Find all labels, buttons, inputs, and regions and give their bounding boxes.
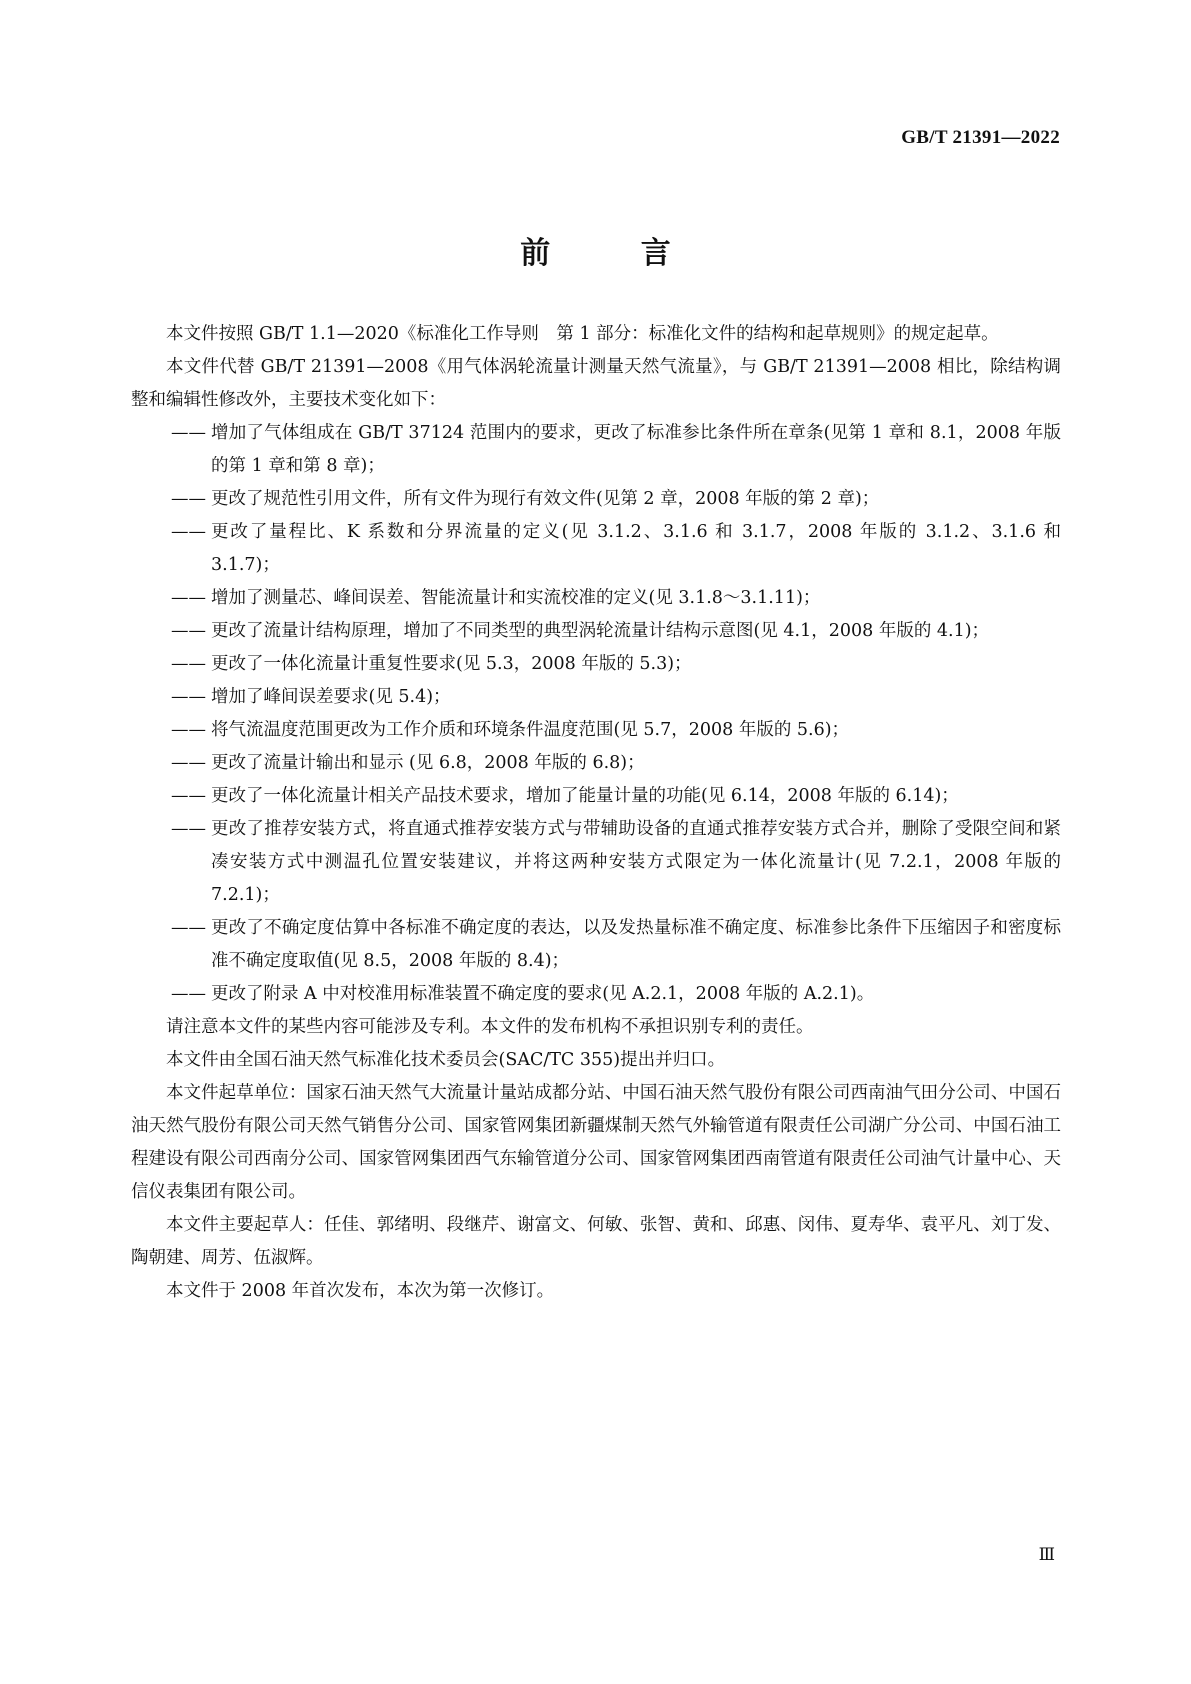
- dash-marker: ——: [171, 423, 206, 443]
- page-title: 前 言: [520, 236, 711, 271]
- dash-marker: ——: [171, 621, 206, 641]
- standard-code: GB/T 21391—2022: [901, 127, 1060, 148]
- list-item: [131, 747, 1061, 780]
- intro-paragraph-replacement: 本文件代替 GB/T 21391—2008《用气体涡轮流量计测量天然气流量》，与 GB/T 21391—2008 相比，除结构调整和编辑性修改外，主要技术变化如下：: [131, 357, 1061, 410]
- patent-notice: 请注意本文件的某些内容可能涉及专利。本文件的发布机构不承担识别专利的责任。: [166, 1017, 814, 1037]
- dash-marker: ——: [171, 489, 206, 509]
- list-item-text: 更改了流量计结构原理，增加了不同类型的典型涡轮流量计结构示意图(见 4.1，2008 年版的 4.1)；: [211, 621, 990, 641]
- dash-marker: ——: [171, 588, 206, 608]
- list-item-text: 增加了测量芯、峰间误差、智能流量计和实流校准的定义(见 3.1.8～3.1.11)；: [211, 588, 821, 608]
- list-item: [131, 912, 1061, 978]
- technical-changes-list: [131, 417, 1061, 1011]
- list-item: [131, 813, 1061, 912]
- dash-marker: ——: [171, 687, 206, 707]
- list-item: [131, 417, 1061, 483]
- intro-paragraph-drafting-rules: 本文件按照 GB/T 1.1—2020《标准化工作导则 第 1 部分：标准化文件的结构和起草规则》的规定起草。: [166, 324, 999, 344]
- publication-history: 本文件于 2008 年首次发布，本次为第一次修订。: [166, 1281, 555, 1301]
- list-item: [131, 582, 1061, 615]
- dash-marker: ——: [171, 522, 206, 542]
- dash-marker: ——: [171, 984, 206, 1004]
- dash-marker: ——: [171, 786, 206, 806]
- dash-marker: ——: [171, 753, 206, 773]
- proposing-committee: 本文件由全国石油天然气标准化技术委员会(SAC/TC 355)提出并归口。: [166, 1050, 726, 1070]
- list-item: [131, 780, 1061, 813]
- list-item-text: 增加了气体组成在 GB/T 37124 范围内的要求，更改了标准参比条件所在章条(见第 1 章和 8.1，2008 年版的第 1 章和第 8 章)；: [211, 423, 1061, 476]
- list-item-text: 更改了流量计输出和显示 (见 6.8，2008 年版的 6.8)；: [211, 753, 645, 773]
- dash-marker: ——: [171, 819, 206, 839]
- list-item: [131, 714, 1061, 747]
- dash-marker: ——: [171, 720, 206, 740]
- list-item: [131, 615, 1061, 648]
- list-item: [131, 681, 1061, 714]
- list-item-text: 增加了峰间误差要求(见 5.4)；: [211, 687, 451, 707]
- page-number: Ⅲ: [1038, 1545, 1055, 1564]
- dash-marker: ——: [171, 918, 206, 938]
- main-drafters: 本文件主要起草人：任佳、郭绪明、段继芹、谢富文、何敏、张智、黄和、邱惠、闵伟、夏寿华、袁平凡、刘丁发、陶朝建、周芳、伍淑辉。: [131, 1215, 1061, 1268]
- list-item-text: 更改了推荐安装方式，将直通式推荐安装方式与带辅助设备的直通式推荐安装方式合并，删除了受限空间和紧凑安装方式中测温孔位置安装建议，并将这两种安装方式限定为一体化流量计(见 7.2.1，2008 年版的 7.2.1)；: [211, 819, 1061, 905]
- list-item: [131, 516, 1061, 582]
- list-item: [131, 648, 1061, 681]
- list-item-text: 更改了不确定度估算中各标准不确定度的表达，以及发热量标准不确定度、标准参比条件下压缩因子和密度标准不确定度取值(见 8.5，2008 年版的 8.4)；: [211, 918, 1061, 971]
- list-item-text: 更改了附录 A 中对校准用标准装置不确定度的要求(见 A.2.1，2008 年版的 A.2.1)。: [211, 984, 875, 1004]
- list-item-text: 更改了一体化流量计相关产品技术要求，增加了能量计量的功能(见 6.14，2008 年版的 6.14)；: [211, 786, 959, 806]
- list-item: [131, 483, 1061, 516]
- list-item: [131, 978, 1061, 1011]
- dash-marker: ——: [171, 654, 206, 674]
- list-item-text: 更改了量程比、K 系数和分界流量的定义(见 3.1.2、3.1.6 和 3.1.7，2008 年版的 3.1.2、3.1.6 和 3.1.7)；: [211, 522, 1061, 575]
- list-item-text: 更改了一体化流量计重复性要求(见 5.3，2008 年版的 5.3)；: [211, 654, 692, 674]
- list-item-text: 更改了规范性引用文件，所有文件为现行有效文件(见第 2 章，2008 年版的第 2 章)；: [211, 489, 880, 509]
- list-item-text: 将气流温度范围更改为工作介质和环境条件温度范围(见 5.7，2008 年版的 5.6)；: [211, 720, 850, 740]
- document-body: [131, 318, 1061, 1308]
- drafting-organizations: 本文件起草单位：国家石油天然气大流量计量站成都分站、中国石油天然气股份有限公司西南油气田分公司、中国石油天然气股份有限公司天然气销售分公司、国家管网集团新疆煤制天然气外输管道有限责任公司湖广分公司、中国石油工程建设有限公司西南分公司、国家管网集团西气东输管道分公司、国家管网集团西南管道有限责任公司油气计量中心、天信仪表集团有限公司。: [131, 1083, 1061, 1202]
